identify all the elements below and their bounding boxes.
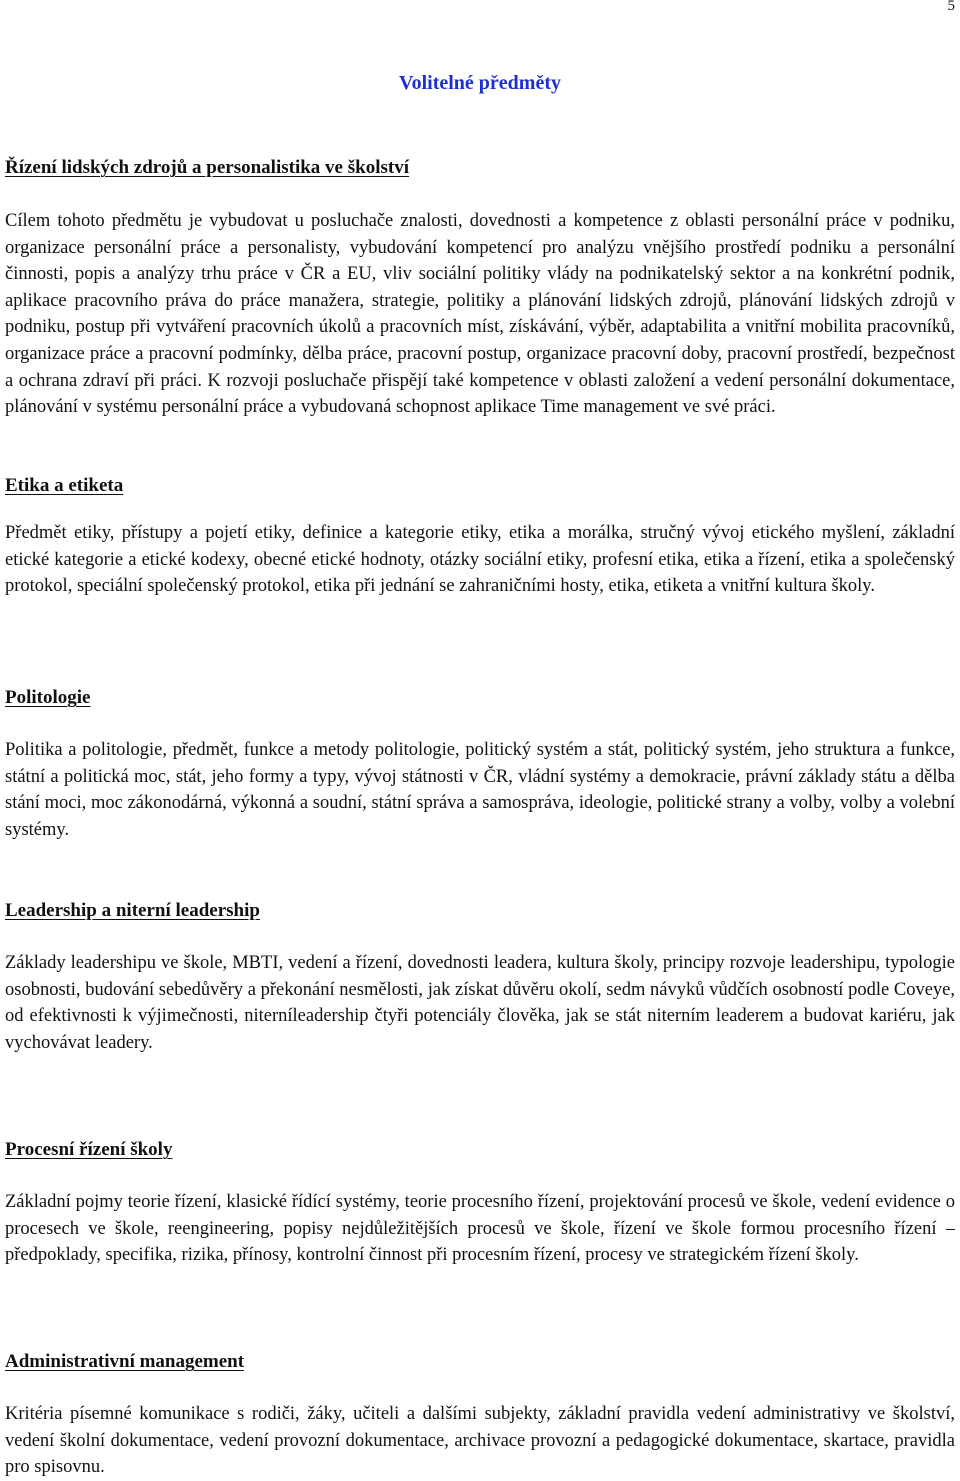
page-number: 5 [947, 0, 955, 14]
section-body: Kritéria písemné komunikace s rodiči, žáky, učiteli a dalšími subjekty, základní pravidla vedení administrativy ve školství, vedení školní dokumentace, vedení provozní dokumentace, archivace provozní a pedagogické dokumentace, skartace, pravidla pro spisovnu. [5, 1404, 955, 1478]
section-heading: Etika a etiketa [5, 475, 124, 496]
section-body: Cílem tohoto předmětu je vybudovat u posluchače znalosti, dovednosti a kompetence z oblasti personální práce v podniku, organizace personální práce a personalisty, vybudování kompetencí pro analýzu vnějšího prostředí podniku a personální činnosti, popis a analýzy trhu práce v ČR a EU, vliv sociální politiky vlády na podnikatelský sektor a na konkrétní podnik, aplikace pracovního práva do práce manažera, strategie, politiky a plánování lidských zdrojů, plánování lidských zdrojů v podniku, postup při vytváření pracovních úkolů a pracovních míst, získávání, výběr, adaptabilita a vnitřní mobilita pracovníků, organizace práce a pracovní podmínky, dělba práce, pracovní postup, organizace pracovní doby, pracovní prostředí, bezpečnost a ochrana zdraví při práci. K rozvoji posluchače přispějí také kompetence v oblasti založení a vedení personální dokumentace, plánování v systému personální práce a vybudovaná schopnost aplikace Time management ve své práci. [5, 211, 955, 418]
section-ethics [5, 472, 955, 600]
document-title: Volitelné předměty [398, 72, 561, 94]
section-hr-management [5, 154, 955, 421]
section-process-management [5, 1136, 955, 1269]
section-heading: Řízení lidských zdrojů a personalistika ve školství [5, 157, 409, 178]
section-administrative-management [5, 1348, 955, 1481]
section-leadership [5, 897, 955, 1056]
section-heading: Administrativní management [5, 1351, 245, 1372]
section-heading: Politologie [5, 687, 91, 708]
section-political-science [5, 684, 955, 843]
section-body: Politika a politologie, předmět, funkce a metody politologie, politický systém a stát, politický systém, jeho struktura a funkce, státní a politická moc, stát, jeho formy a typy, vývoj státnosti v ČR, vládní systémy a demokracie, právní základy státu a dělba stání moci, moc zákonodárná, výkonná a soudní, státní správa a samospráva, ideologie, politické strany a volby, volby a volební systémy. [5, 740, 955, 840]
section-body: Předmět etiky, přístupy a pojetí etiky, definice a kategorie etiky, etika a morálka, stručný vývoj etického myšlení, základní etické kategorie a etické kodexy, obecné etické hodnoty, otázky sociální etiky, profesní etika, etika a řízení, etika a společenský protokol, speciální společenský protokol, etika při jednání se zahraničními hosty, etika, etiketa a vnitřní kultura školy. [5, 523, 955, 597]
section-body: Základní pojmy teorie řízení, klasické řídící systémy, teorie procesního řízení, projektování procesů ve škole, vedení evidence o procesech ve škole, reengineering, popisy nejdůležitějších procesů ve škole, řízení ve škole formou procesního řízení – předpoklady, specifika, rizika, přínosy, kontrolní činnost při procesním řízení, procesy ve strategickém řízení školy. [5, 1192, 955, 1266]
section-heading: Leadership a niterní leadership [5, 900, 260, 921]
section-heading: Procesní řízení školy [5, 1139, 173, 1160]
section-body: Základy leadershipu ve škole, MBTI, vedení a řízení, dovednosti leadera, kultura školy, principy rozvoje leadershipu, typologie osobnosti, budování sebedůvěry a překonání nesmělosti, jak získat důvěru okolí, sedm návyků vůdčích osobností podle Coveye, od efektivnosti k výjimečnosti, niterníleadership čtyři potenciály člověka, jak se stát niterním leaderem a budovat kariéru, jak vychovávat leadery. [5, 953, 955, 1053]
